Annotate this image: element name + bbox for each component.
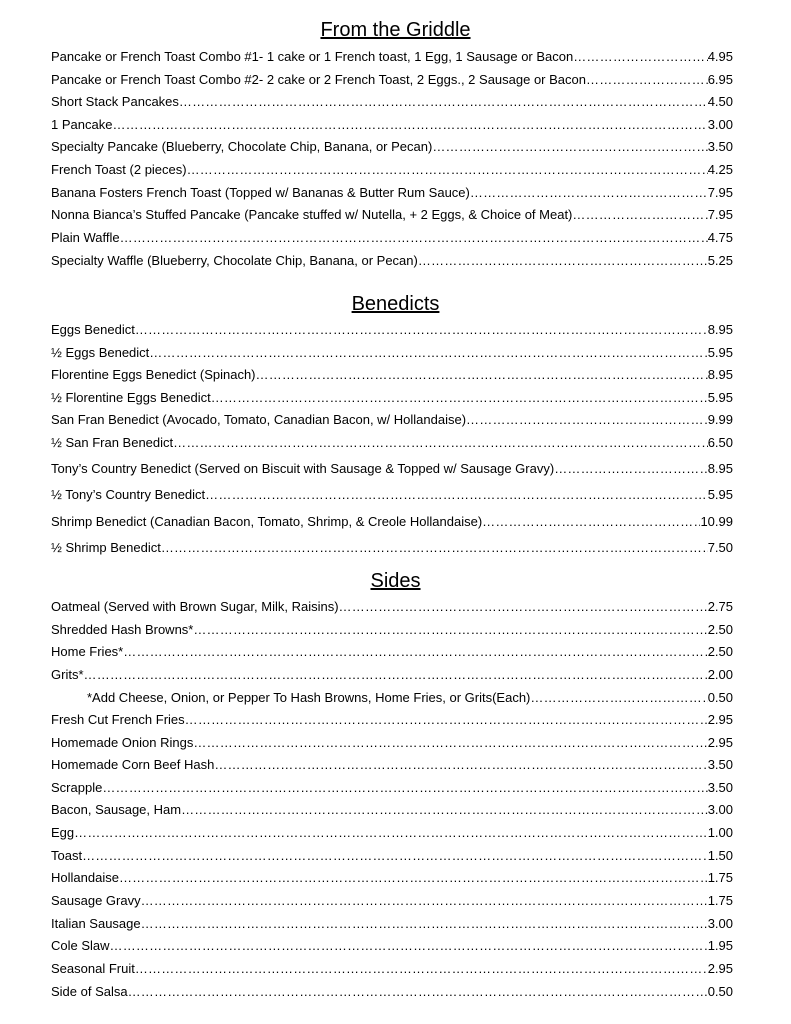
item-name: 1 Pancake <box>51 117 113 132</box>
menu-item <box>51 206 733 224</box>
item-price: 9.99 <box>707 412 733 427</box>
dot-leader <box>161 539 708 557</box>
dot-leader <box>120 229 708 247</box>
item-name: French Toast (2 pieces) <box>51 162 187 177</box>
menu-item <box>51 366 733 384</box>
item-name: Banana Fosters French Toast (Topped w/ Bananas & Butter Rum Sauce) <box>51 185 470 200</box>
item-name: ½ Shrimp Benedict <box>51 540 161 555</box>
item-name: *Add Cheese, Onion, or Pepper To Hash Browns, Home Fries, or Grits(Each) <box>87 690 531 705</box>
item-price: 8.95 <box>707 322 733 337</box>
item-name: Side of Salsa <box>51 984 128 999</box>
item-price: 5.25 <box>707 253 733 268</box>
menu-item <box>51 434 733 452</box>
menu-item <box>51 71 733 89</box>
dot-leader <box>586 71 708 89</box>
item-price: 3.00 <box>707 117 733 132</box>
menu-item <box>51 161 733 179</box>
item-price: 3.00 <box>707 802 733 817</box>
item-name: Scrapple <box>51 780 103 795</box>
item-name: Plain Waffle <box>51 230 120 245</box>
item-name: ½ Florentine Eggs Benedict <box>51 390 211 405</box>
dot-leader <box>128 983 708 1001</box>
menu-item <box>51 621 733 639</box>
item-name: Sausage Gravy <box>51 893 141 908</box>
item-price: 1.95 <box>707 938 733 953</box>
item-price: 5.95 <box>707 390 733 405</box>
menu-item <box>51 389 733 407</box>
menu-item <box>51 93 733 111</box>
dot-leader <box>135 960 708 978</box>
item-name: Home Fries* <box>51 644 124 659</box>
item-price: 0.50 <box>707 690 733 705</box>
item-name: Egg <box>51 825 75 840</box>
item-price: 3.50 <box>707 780 733 795</box>
item-price: 5.95 <box>707 487 733 502</box>
dot-leader <box>256 366 708 384</box>
dot-leader <box>185 711 708 729</box>
dot-leader <box>179 93 708 111</box>
menu-item <box>51 801 733 819</box>
item-price: 4.75 <box>707 230 733 245</box>
dot-leader <box>181 801 708 819</box>
dot-leader <box>418 252 708 270</box>
item-name: Toast <box>51 848 83 863</box>
menu-item <box>51 960 733 978</box>
menu-item <box>51 643 733 661</box>
item-name: Fresh Cut French Fries <box>51 712 185 727</box>
item-price: 6.50 <box>707 435 733 450</box>
item-price: 7.50 <box>707 540 733 555</box>
dot-leader <box>339 598 708 616</box>
item-name: Homemade Onion Rings <box>51 735 194 750</box>
item-name: Oatmeal (Served with Brown Sugar, Milk, Raisins) <box>51 599 339 614</box>
item-name: Hollandaise <box>51 870 119 885</box>
item-name: Pancake or French Toast Combo #1- 1 cake or 1 French toast, 1 Egg, 1 Sausage or Bacon <box>51 49 574 64</box>
dot-leader <box>193 734 707 752</box>
item-price: 2.95 <box>707 712 733 727</box>
dot-leader <box>119 869 708 887</box>
item-name: Florentine Eggs Benedict (Spinach) <box>51 367 256 382</box>
item-name: Shredded Hash Browns* <box>51 622 194 637</box>
menu-item <box>51 892 733 910</box>
item-price: 5.95 <box>707 345 733 360</box>
menu-item <box>51 869 733 887</box>
item-name: Bacon, Sausage, Ham <box>51 802 182 817</box>
dot-leader <box>470 184 708 202</box>
item-name: Italian Sausage <box>51 916 141 931</box>
menu-item <box>51 779 733 797</box>
section-title-griddle: From the Griddle <box>320 19 471 41</box>
item-name: ½ Eggs Benedict <box>51 345 150 360</box>
dot-leader <box>135 321 708 339</box>
menu-item <box>51 229 733 247</box>
item-price: 4.50 <box>707 94 733 109</box>
dot-leader <box>82 847 708 865</box>
menu-item <box>51 486 733 504</box>
menu-item <box>51 983 733 1001</box>
item-name: ½ San Fran Benedict <box>51 435 174 450</box>
dot-leader <box>123 643 707 661</box>
item-name: San Fran Benedict (Avocado, Tomato, Canadian Bacon, w/ Hollandaise) <box>51 412 467 427</box>
menu-item <box>51 824 733 842</box>
dot-leader <box>112 116 707 134</box>
item-price: 2.75 <box>707 599 733 614</box>
item-price: 4.25 <box>707 162 733 177</box>
dot-leader <box>84 666 708 684</box>
item-name: Cole Slaw <box>51 938 110 953</box>
menu-item <box>51 598 733 616</box>
section-title-sides: Sides <box>370 570 421 592</box>
item-price: 3.00 <box>707 916 733 931</box>
item-price: 2.50 <box>707 622 733 637</box>
item-price: 1.75 <box>707 870 733 885</box>
item-name: Homemade Corn Beef Hash <box>51 757 215 772</box>
dot-leader <box>141 915 708 933</box>
item-price: 3.50 <box>707 139 733 154</box>
item-price: 2.95 <box>707 961 733 976</box>
menu-item <box>51 252 733 270</box>
item-price: 8.95 <box>707 461 733 476</box>
item-name: Tony’s Country Benedict (Served on Biscuit with Sausage & Topped w/ Sausage Gravy) <box>51 461 555 476</box>
item-price: 2.00 <box>707 667 733 682</box>
item-price: 3.50 <box>707 757 733 772</box>
dot-leader <box>554 460 708 478</box>
dot-leader <box>211 389 708 407</box>
item-price: 2.50 <box>707 644 733 659</box>
dot-leader <box>149 344 707 362</box>
item-name: Shrimp Benedict (Canadian Bacon, Tomato, Shrimp, & Creole Hollandaise) <box>51 514 483 529</box>
dot-leader <box>573 48 707 66</box>
menu-item <box>51 513 733 531</box>
menu-item <box>51 666 733 684</box>
dot-leader <box>432 138 707 156</box>
menu-item <box>51 711 733 729</box>
item-price: 2.95 <box>707 735 733 750</box>
menu-item <box>51 321 733 339</box>
item-name: Pancake or French Toast Combo #2- 2 cake or 2 French Toast, 2 Eggs., 2 Sausage or Bacon <box>51 72 586 87</box>
menu-item <box>51 138 733 156</box>
item-name: Specialty Pancake (Blueberry, Chocolate Chip, Banana, or Pecan) <box>51 139 433 154</box>
dot-leader <box>193 621 707 639</box>
section-title-benedicts: Benedicts <box>351 293 440 315</box>
dot-leader <box>572 206 707 224</box>
menu-item <box>51 937 733 955</box>
item-price: 0.50 <box>707 984 733 999</box>
item-name: Nonna Bianca’s Stuffed Pancake (Pancake stuffed w/ Nutella, + 2 Eggs, & Choice of Meat) <box>51 207 573 222</box>
item-price: 1.75 <box>707 893 733 908</box>
item-name: Specialty Waffle (Blueberry, Chocolate Chip, Banana, or Pecan) <box>51 253 418 268</box>
item-price: 10.99 <box>700 514 733 529</box>
item-name: Short Stack Pancakes <box>51 94 179 109</box>
dot-leader <box>74 824 708 842</box>
dot-leader <box>482 513 700 531</box>
item-price: 4.95 <box>707 49 733 64</box>
dot-leader <box>102 779 707 797</box>
item-price: 7.95 <box>707 185 733 200</box>
dot-leader <box>214 756 707 774</box>
item-price: 1.00 <box>707 825 733 840</box>
item-price: 8.95 <box>707 367 733 382</box>
menu-item <box>51 915 733 933</box>
dot-leader <box>141 892 708 910</box>
dot-leader <box>530 689 707 707</box>
menu-item <box>51 734 733 752</box>
item-name: ½ Tony’s Country Benedict <box>51 487 206 502</box>
menu-item <box>51 184 733 202</box>
item-price: 6.95 <box>707 72 733 87</box>
item-name: Seasonal Fruit <box>51 961 135 976</box>
item-name: Eggs Benedict <box>51 322 135 337</box>
item-price: 7.95 <box>707 207 733 222</box>
dot-leader <box>110 937 708 955</box>
item-price: 1.50 <box>707 848 733 863</box>
menu-item <box>51 411 733 429</box>
menu-item <box>51 116 733 134</box>
menu-item <box>51 344 733 362</box>
dot-leader <box>187 161 708 179</box>
menu-item <box>51 48 733 66</box>
menu-item <box>51 847 733 865</box>
item-name: Grits* <box>51 667 84 682</box>
menu-item <box>51 539 733 557</box>
dot-leader <box>466 411 708 429</box>
menu-item-note <box>87 689 733 707</box>
dot-leader <box>205 486 708 504</box>
menu-item <box>51 460 733 478</box>
dot-leader <box>173 434 708 452</box>
menu-item <box>51 756 733 774</box>
